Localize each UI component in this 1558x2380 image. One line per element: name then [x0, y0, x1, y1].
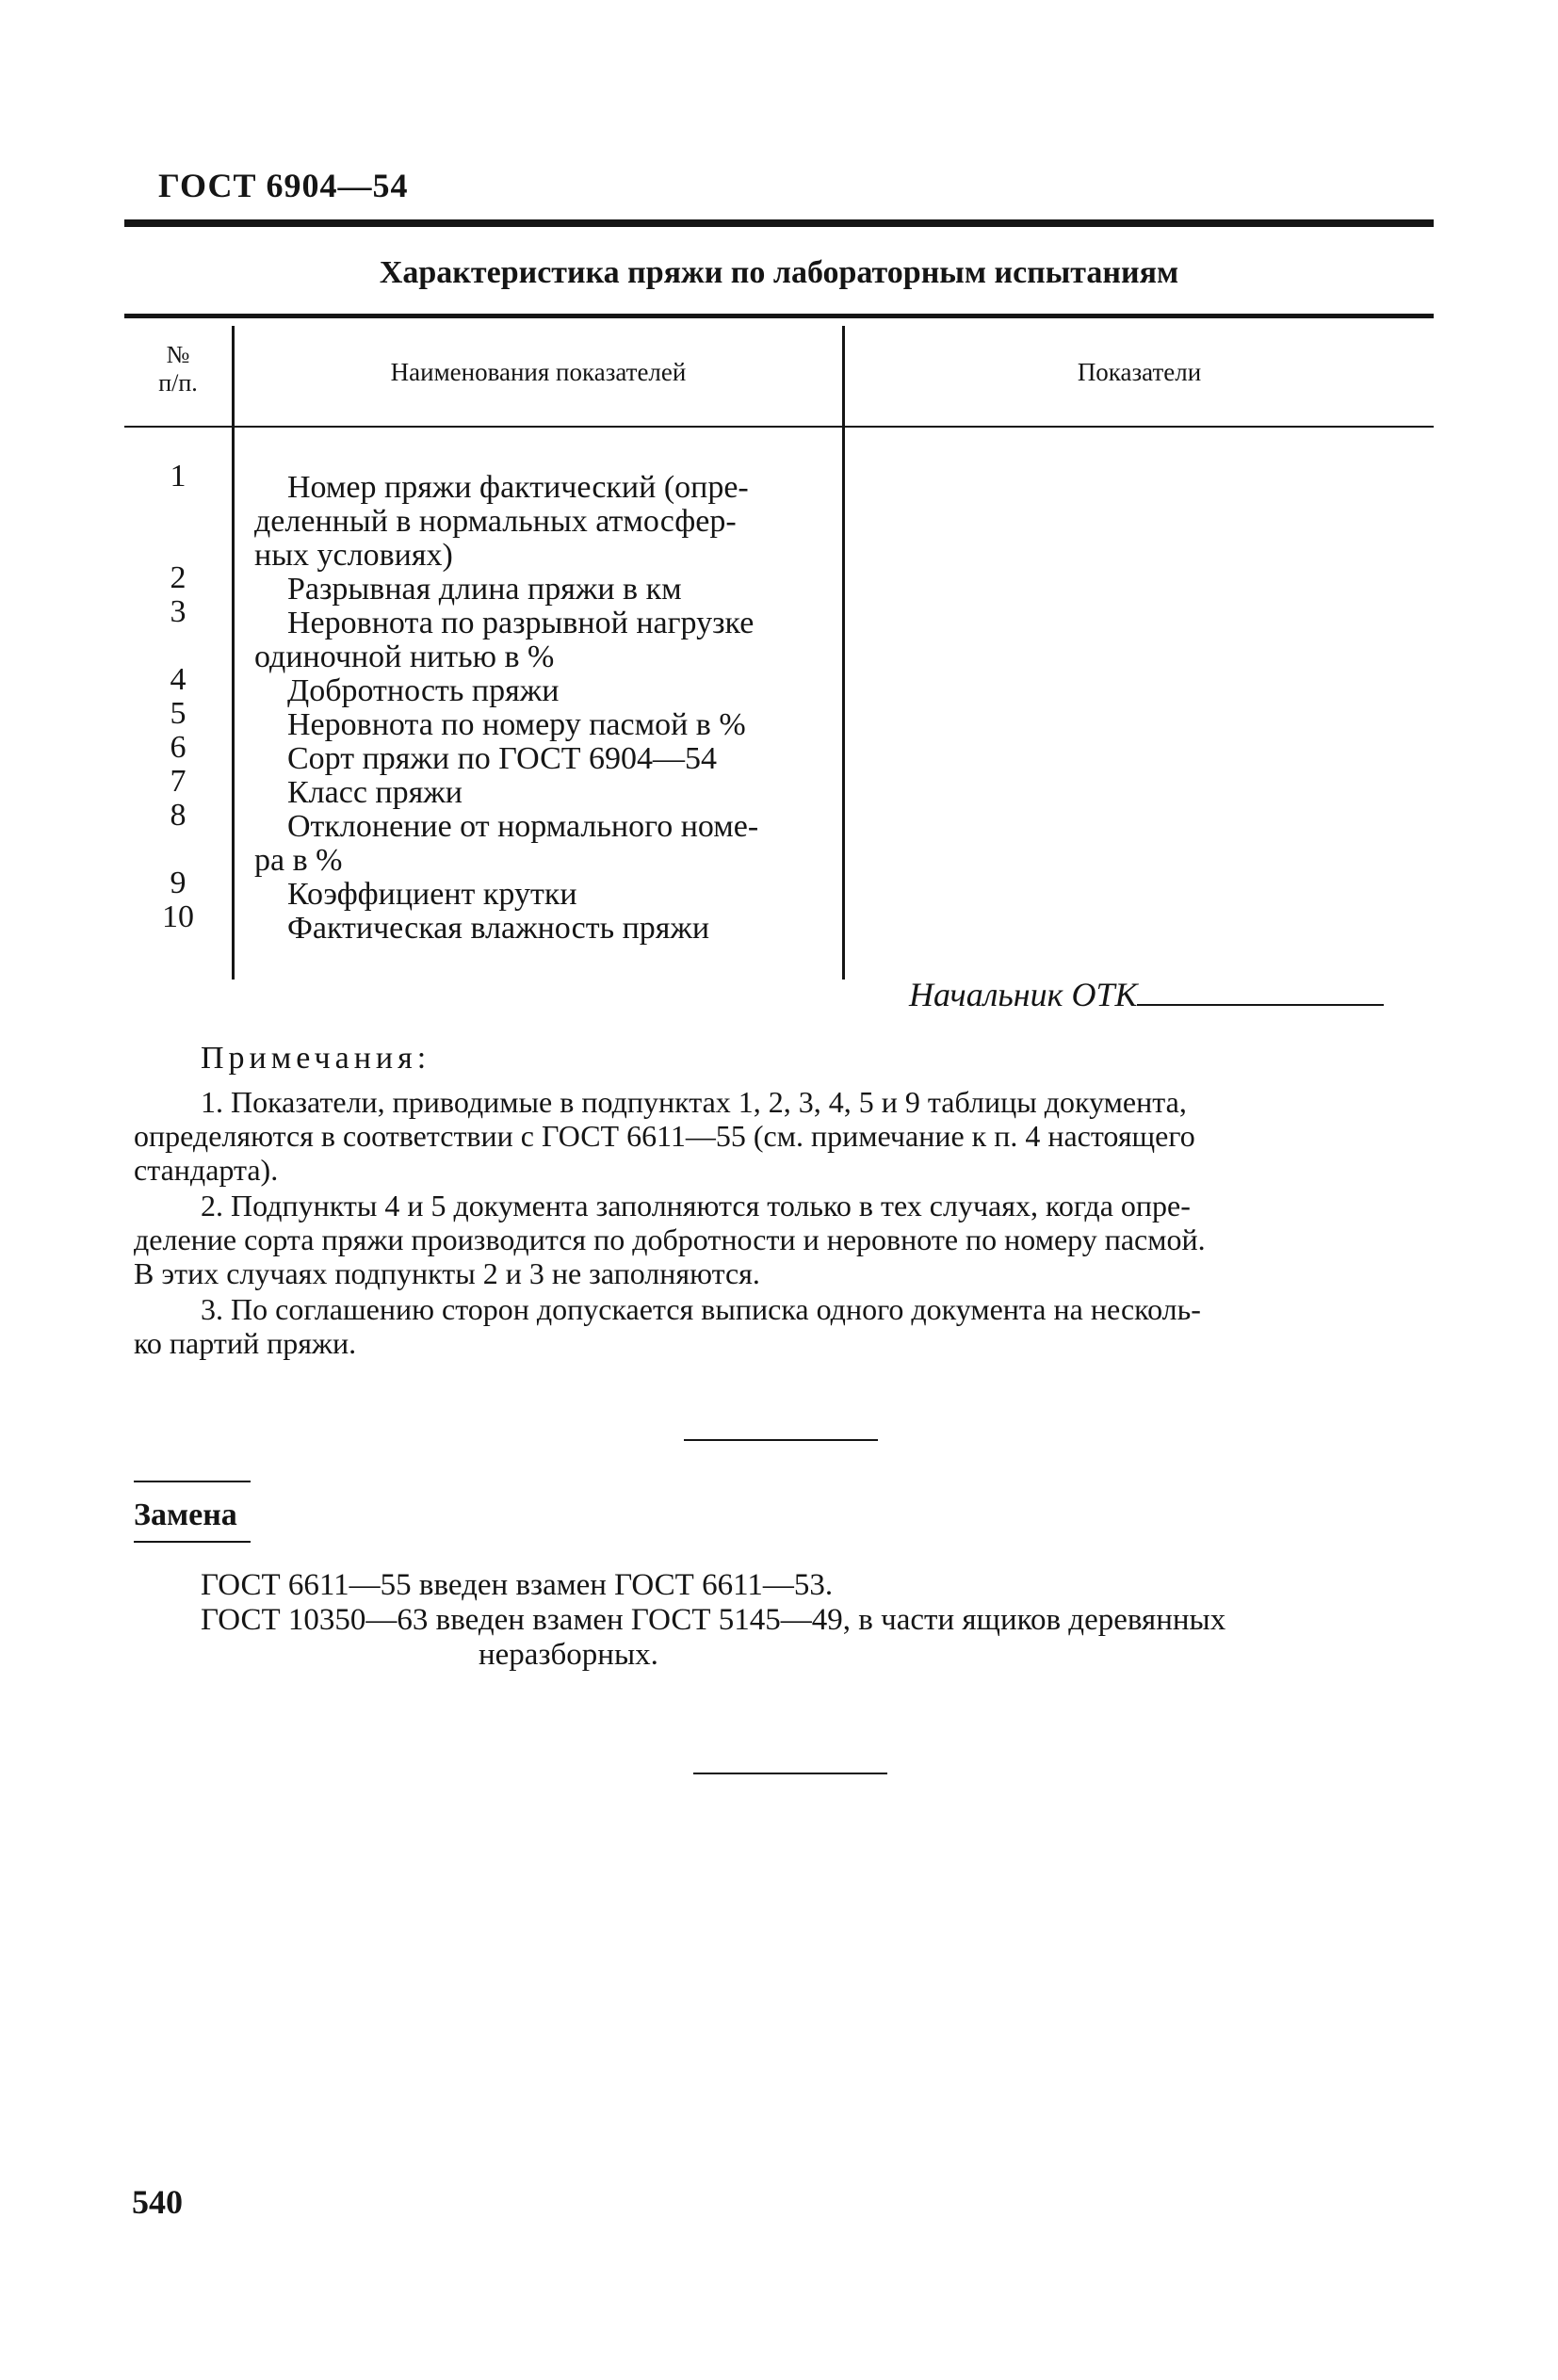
row-number-6: 6: [170, 730, 187, 765]
table-column-divider-2: [842, 326, 845, 980]
row-name-line: ра в %: [254, 843, 343, 878]
row-number-7: 7: [170, 764, 187, 799]
table-header-number: [124, 341, 232, 397]
row-number-2: 2: [170, 560, 187, 595]
zamena-line: неразборных.: [479, 1638, 658, 1672]
zamena-title: Замена: [134, 1498, 237, 1532]
row-name-line: Класс пряжи: [287, 775, 463, 810]
zamena-top-rule: [134, 1481, 251, 1482]
note-line: 2. Подпункты 4 и 5 документа заполняются только в тех случаях, когда опре-: [201, 1189, 1191, 1222]
table-header-number-abbr: п/п.: [158, 369, 198, 397]
signature-line: [909, 975, 1384, 1014]
row-name-line: Сорт пряжи по ГОСТ 6904—54: [287, 741, 718, 776]
row-number-9: 9: [170, 866, 187, 900]
table-header-name: Наименования показателей: [390, 358, 687, 386]
note-line: стандарта).: [134, 1153, 279, 1187]
row-name-line: ных условиях): [254, 538, 453, 573]
note-line: 3. По соглашению сторон допускается выписка одного документа на несколь-: [201, 1292, 1201, 1326]
row-number-3: 3: [170, 594, 187, 629]
table-caption: Характеристика пряжи по лабораторным испытаниям: [379, 255, 1179, 290]
signature-blank: [1137, 976, 1384, 1006]
note-line: ко партий пряжи.: [134, 1326, 357, 1360]
page-number: 540: [132, 2183, 183, 2221]
note-line: определяются в соответствии с ГОСТ 6611—55 (см. примечание к п. 4 настоящего: [134, 1119, 1195, 1153]
zamena-line: ГОСТ 10350—63 введен взамен ГОСТ 5145—49, в части ящиков деревянных: [201, 1603, 1226, 1637]
row-name-line: одиночной нитью в %: [254, 640, 555, 674]
row-name-line: деленный в нормальных атмосфер-: [254, 504, 737, 539]
zamena-bottom-rule: [134, 1541, 251, 1543]
row-number-8: 8: [170, 798, 187, 833]
row-name-line: Неровнота по разрывной нагрузке: [287, 606, 755, 640]
signature-label: Начальник ОТК: [909, 976, 1138, 1013]
table-header-rule: [124, 426, 1434, 428]
row-name-line: Фактическая влажность пряжи: [287, 911, 710, 946]
note-line: В этих случаях подпункты 2 и 3 не заполняются.: [134, 1256, 760, 1290]
note-line: деление сорта пряжи производится по добротности и неровноте по номеру пасмой.: [134, 1222, 1206, 1256]
notes-heading: Примечания:: [201, 1041, 431, 1076]
section-separator: [684, 1439, 878, 1441]
table-header-number-sign: №: [166, 341, 190, 368]
row-number-5: 5: [170, 696, 187, 731]
row-name-line: Неровнота по номеру пасмой в %: [287, 707, 746, 742]
table-header-value: Показатели: [1077, 358, 1202, 386]
bottom-separator: [693, 1773, 887, 1774]
row-number-10: 10: [162, 899, 194, 934]
note-line: 1. Показатели, приводимые в подпунктах 1, 2, 3, 4, 5 и 9 таблицы документа,: [201, 1085, 1187, 1119]
row-number-1: 1: [170, 459, 187, 494]
zamena-line: ГОСТ 6611—55 введен взамен ГОСТ 6611—53.: [201, 1568, 834, 1602]
row-number-4: 4: [170, 662, 187, 697]
row-name-line: Отклонение от нормального номе-: [287, 809, 759, 844]
document-header-title: ГОСТ 6904—54: [158, 167, 409, 204]
row-name-line: Коэффициент крутки: [287, 877, 577, 912]
row-name-line: Разрывная длина пряжи в км: [287, 572, 682, 607]
table-top-rule: [124, 314, 1434, 318]
row-name-line: Добротность пряжи: [287, 673, 560, 708]
header-rule: [124, 219, 1434, 227]
table-column-divider-1: [232, 326, 235, 980]
row-name-line: Номер пряжи фактический (опре-: [287, 470, 749, 505]
